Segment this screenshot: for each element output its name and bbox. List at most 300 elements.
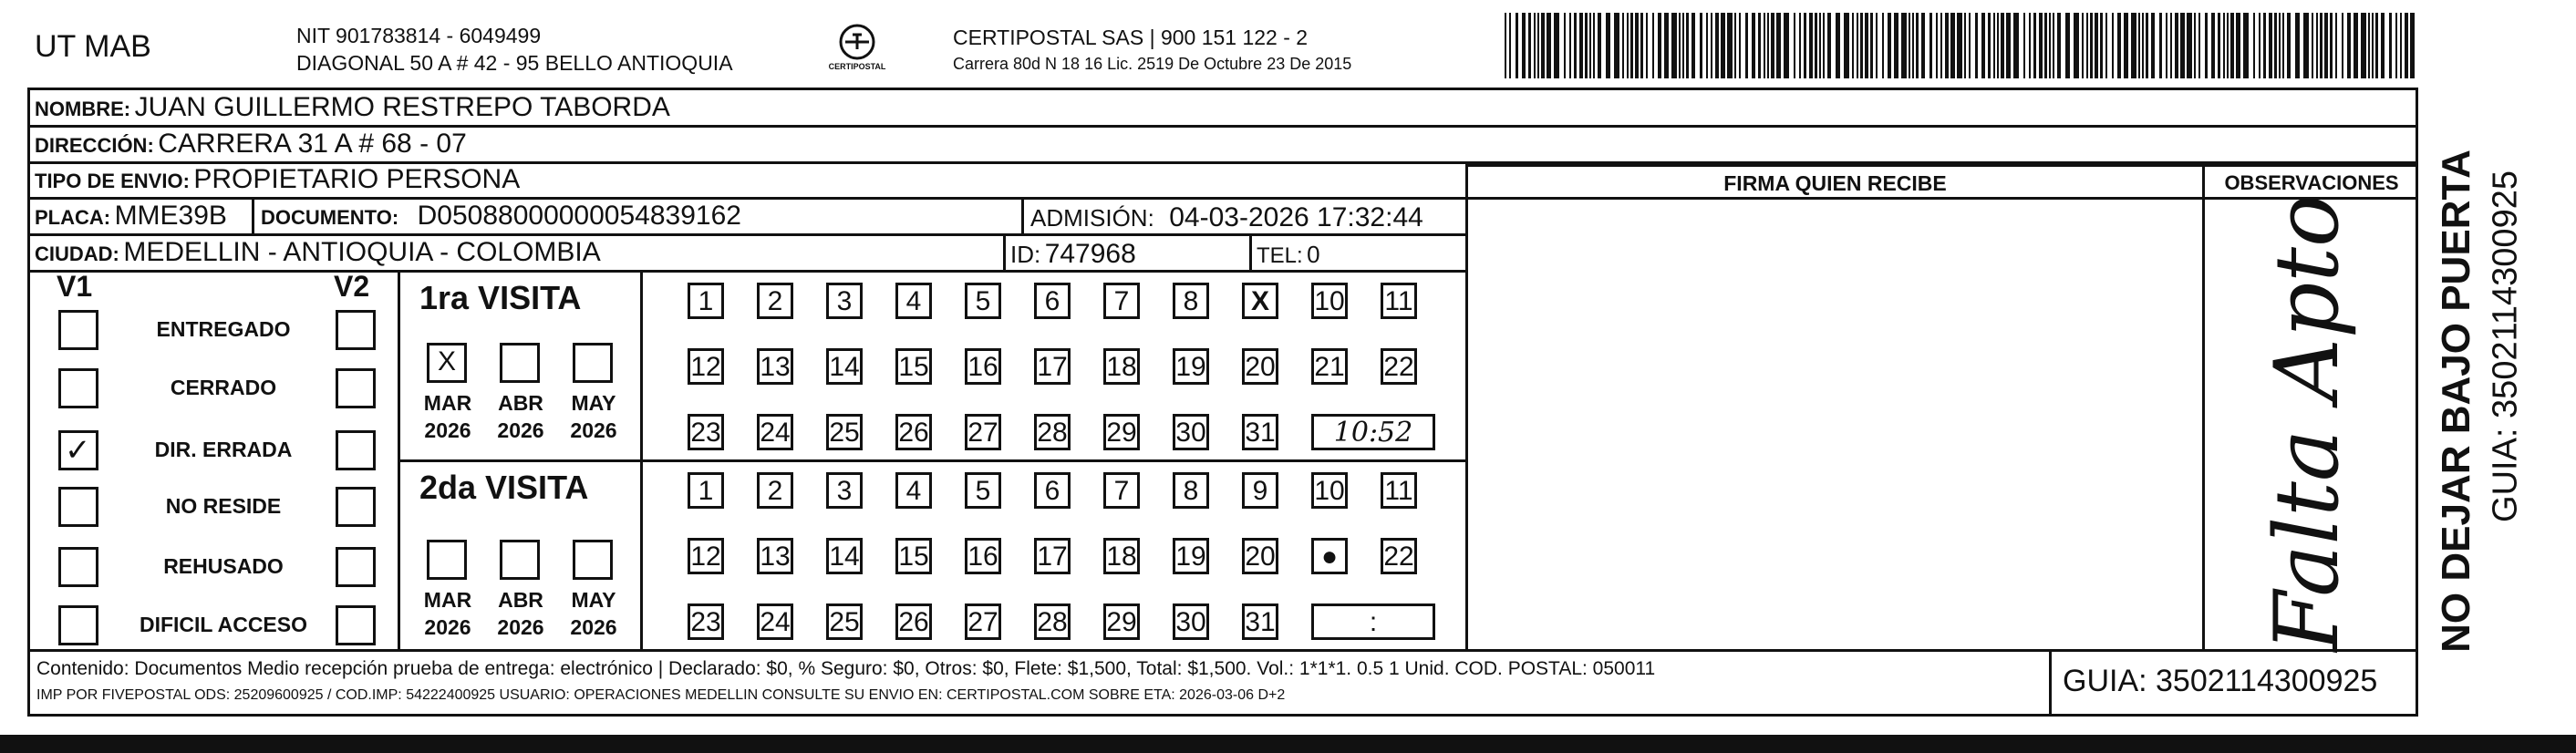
signature-label: FIRMA QUIEN RECIBE [1723,171,1947,195]
barcode-bar [2236,13,2240,78]
barcode-bar [2259,13,2260,78]
barcode-bar [2166,13,2167,78]
barcode-bar [2100,13,2103,78]
day-box: 5 [965,472,1001,509]
side-guia: GUIA: 3502114300925 [2486,170,2525,522]
barcode-bar [1975,13,1978,78]
barcode-bar [1945,13,1949,78]
barcode-bar [1969,13,1971,78]
day-box: 7 [1103,283,1140,319]
barcode-bar [1764,13,1765,78]
name-label: NOMBRE: [35,98,131,120]
barcode-bar [1916,13,1919,78]
status-v1-checkbox [58,430,98,470]
barcode-bar [2312,13,2313,78]
barcode-bar [1554,13,1559,78]
day-box: 6 [1034,472,1071,509]
barcode-bar [2230,13,2234,78]
day-box: 4 [895,472,932,509]
name-value: JUAN GUILLERMO RESTREPO TABORDA [134,92,670,122]
barcode-bar [1700,13,1702,78]
day-box: 10 [1311,283,1348,319]
day-box: 12 [688,538,724,574]
barcode-bar [1727,13,1733,78]
barcode-bar [1686,13,1689,78]
day-box: 24 [757,414,793,450]
day-box: 6 [1034,283,1071,319]
month-label: ABR [498,391,543,415]
day-box: 23 [688,414,724,450]
barcode-bar [2223,13,2225,78]
barcode-bar [2095,13,2098,78]
barcode-bar [1734,13,1736,78]
id-field [1010,239,1136,270]
barcode-bar [2090,13,2093,78]
barcode-bar [2395,13,2397,78]
company-name: UT MAB [35,29,151,64]
month-checkbox [573,343,613,383]
barcode-bar [2263,13,2266,78]
barcode-bar [1921,13,1925,78]
barcode-bar [1691,13,1695,78]
barcode-bar [2405,13,2408,78]
document-field [261,201,741,232]
visit1-title: 1ra VISITA [419,279,582,316]
barcode-bar [1758,13,1761,78]
barcode-bar [1929,13,1932,78]
day-box: 25 [826,414,863,450]
barcode-bar [1894,13,1898,78]
barcode-bar [2274,13,2277,78]
barcode-bar [2029,13,2031,78]
barcode-bar [1997,13,1999,78]
type-label: TIPO DE ENVIO: [35,170,190,192]
day-box: 11 [1381,472,1417,509]
day-box: 26 [895,603,932,640]
barcode-bar [2211,13,2215,78]
day-box: 18 [1103,348,1140,385]
city-field [35,237,601,268]
barcode-bar [2400,13,2402,78]
barcode-bar [1715,13,1719,78]
barcode-bar [1827,13,1831,78]
barcode-bar [2074,13,2079,78]
month-label: MAY [571,588,616,612]
day-box: 29 [1103,603,1140,640]
tel-label: TEL: [1257,243,1303,268]
barcode-bar [1574,13,1577,78]
bottom-band [0,735,2576,753]
day-box: 22 [1381,348,1417,385]
barcode-bar [1622,13,1624,78]
barcode-bar [2253,13,2255,78]
day-box: 8 [1173,283,1209,319]
barcode-bar [2013,13,2019,78]
barcode-bar [1679,13,1681,78]
barcode-bar [1752,13,1755,78]
day-filled-dot: ● [1320,542,1339,572]
barcode-bar [2049,13,2051,78]
day-box: 15 [895,538,932,574]
barcode-bar [2361,13,2366,78]
barcode-bar [1640,13,1643,78]
barcode-bar [2279,13,2281,78]
status-v2-checkbox [336,430,376,470]
admission-field [1030,202,1423,233]
address-value: CARRERA 31 A # 68 - 07 [158,129,467,159]
barcode-bar [2330,13,2333,78]
status-v2-checkbox [336,605,376,645]
day-box: 22 [1381,538,1417,574]
barcode-bar [2170,13,2172,78]
address-field [35,129,467,160]
barcode-bar [1652,13,1654,78]
admission-value: 04-03-2026 17:32:44 [1169,202,1423,232]
tel-value: 0 [1307,241,1320,268]
barcode-bar [1579,13,1583,78]
barcode-bar [1940,13,1942,78]
status-v1-checkbox [58,487,98,527]
barcode-bar [1767,13,1769,78]
id-label: ID: [1010,241,1041,268]
city-label: CIUDAD: [35,242,119,265]
type-value: PROPIETARIO PERSONA [193,164,521,194]
barcode-bar [2053,13,2054,78]
barcode-bar [2303,13,2309,78]
barcode-bar [2006,13,2011,78]
barcode-bar [2086,13,2088,78]
barcode-bar [2151,13,2155,78]
month-year: 2026 [570,615,617,639]
barcode-bar [1936,13,1938,78]
day-mark: X [1250,286,1269,316]
barcode-bar [1627,13,1629,78]
barcode-bar [1593,13,1595,78]
time-box: : [1311,603,1435,640]
barcode-bar [2295,13,2300,78]
month-checkbox [427,540,467,580]
barcode-bar [1516,13,1518,78]
barcode-bar [2044,13,2047,78]
address-label: DIRECCIÓN: [35,134,154,157]
barcode-bars [1505,13,2416,78]
barcode-bar [1844,13,1849,78]
day-box: 7 [1103,472,1140,509]
barcode-bar [1585,13,1588,78]
month-year: 2026 [424,418,471,442]
barcode-bar [1988,13,1991,78]
barcode-bar [2324,13,2328,78]
day-box: 16 [965,348,1001,385]
day-box: 20 [1242,538,1278,574]
day-box: 21 [1311,348,1348,385]
day-box: 8 [1173,472,1209,509]
barcode-bar [2205,13,2208,78]
day-box [1242,283,1278,319]
day-box: 1 [688,283,724,319]
day-box: 27 [965,603,1001,640]
day-box: 14 [826,348,863,385]
carrier-license: Carrera 80d N 18 16 Lic. 2519 De Octubre 23 De 2015 [953,55,1352,73]
day-box: 5 [965,283,1001,319]
barcode-bar [2124,13,2128,78]
day-box: 25 [826,603,863,640]
barcode-bar [1682,13,1684,78]
plate-field [35,201,227,232]
barcode-bar [1794,13,1795,78]
barcode-bar [2112,13,2114,78]
barcode-bar [1981,13,1985,78]
tel-field [1257,241,1320,269]
day-box: 3 [826,283,863,319]
barcode-bar [1901,13,1907,78]
barcode-bar [1993,13,1995,78]
observations-label: OBSERVACIONES [2224,171,2399,194]
day-box: 31 [1242,414,1278,450]
day-box: 20 [1242,348,1278,385]
month-checkbox: X [427,343,467,383]
status-label: ENTREGADO [156,317,291,341]
barcode-bar [1870,13,1873,78]
barcode-bar [2057,13,2061,78]
barcode-bar [2180,13,2185,78]
month-label: ABR [498,588,543,612]
month-year: 2026 [570,418,617,442]
day-box: 30 [1173,603,1209,640]
barcode-bar [1614,13,1619,78]
status-label: CERRADO [170,376,277,399]
barcode-bar [2198,13,2200,78]
day-box: 17 [1034,348,1071,385]
v2-header: V2 [334,270,370,303]
footer-guia: GUIA: 3502114300925 [2063,664,2378,698]
barcode-bar [2131,13,2136,78]
carrier-name: CERTIPOSTAL SAS | 900 151 122 - 2 [953,26,1309,49]
day-box [1311,538,1348,574]
name-field [35,92,670,123]
barcode-bar [1528,13,1531,78]
barcode-bar [2368,13,2370,78]
barcode [1505,13,2416,78]
barcode-bar [2001,13,2004,78]
barcode-bar [2065,13,2070,78]
day-box: 12 [688,348,724,385]
day-box: 11 [1381,283,1417,319]
side-title: NO DEJAR BAJO PUERTA [2434,150,2478,653]
day-box: 26 [895,414,932,450]
day-box: 15 [895,348,932,385]
barcode-bar [1564,13,1566,78]
status-label: NO RESIDE [165,494,282,518]
barcode-bar [1745,13,1748,78]
barcode-bar [1815,13,1817,78]
observations-handwriting: Falta Apto [2256,194,2358,652]
barcode-bar [2410,13,2415,78]
month-year: 2026 [424,615,471,639]
barcode-bar [1888,13,1891,78]
type-field [35,164,520,195]
barcode-bar [2227,13,2229,78]
barcode-bar [1537,13,1539,78]
barcode-bar [1541,13,1545,78]
barcode-bar [1658,13,1661,78]
day-box: 23 [688,603,724,640]
barcode-bar [2105,13,2107,78]
document-label: DOCUMENTO: [261,206,399,229]
day-box: 17 [1034,538,1071,574]
status-v1-checkbox [58,368,98,408]
barcode-bar [1771,13,1774,78]
barcode-bar [2023,13,2025,78]
status-v2-checkbox [336,368,376,408]
status-v2-checkbox [336,310,376,350]
day-box: 28 [1034,414,1071,450]
day-box: 2 [757,283,793,319]
day-box: 10 [1311,472,1348,509]
barcode-bar [2243,13,2249,78]
day-box: 1 [688,472,724,509]
barcode-bar [1635,13,1639,78]
day-box: 3 [826,472,863,509]
barcode-bar [2142,13,2144,78]
barcode-bar [2269,13,2272,78]
month-year: 2026 [497,418,544,442]
city-value: MEDELLIN - ANTIOQUIA - COLOMBIA [123,237,601,267]
barcode-bar [1784,13,1789,78]
company-nit: NIT 901783814 - 6049499 [296,24,542,47]
status-label: DIFICIL ACCESO [139,613,307,636]
barcode-bar [1957,13,1962,78]
barcode-bar [1865,13,1868,78]
barcode-bar [2316,13,2318,78]
day-box: 30 [1173,414,1209,450]
barcode-bar [2335,13,2337,78]
barcode-bar [2175,13,2178,78]
month-label: MAR [423,588,472,612]
barcode-bar [1776,13,1781,78]
barcode-bar [1598,13,1601,78]
barcode-bar [1964,13,1966,78]
day-box: 24 [757,603,793,640]
barcode-bar [1912,13,1914,78]
barcode-bar [1606,13,1610,78]
day-box: 18 [1103,538,1140,574]
barcode-bar [2159,13,2162,78]
barcode-bar [1706,13,1708,78]
barcode-bar [1711,13,1712,78]
barcode-bar [2287,13,2291,78]
id-value: 747968 [1044,239,1136,269]
barcode-bar [2320,13,2323,78]
barcode-bar [2342,13,2343,78]
day-box: 31 [1242,603,1278,640]
day-box: 16 [965,538,1001,574]
month-label: MAY [571,391,616,415]
month-checkbox [500,540,540,580]
barcode-bar [1509,13,1511,78]
day-box: 13 [757,538,793,574]
footer-content: Contenido: Documentos Medio recepción prueba de entrega: electrónico | Declarado: $0, % Seguro: $0, Otros: $0, Flete: $1,500, Total: $1,500. Vol.: 1*1*1. 0.5 1 Unid. COD. POSTAL: 050011 [36,658,1656,679]
barcode-bar [1804,13,1806,78]
logo-text: CERTIPOSTAL [828,62,886,71]
barcode-bar [2282,13,2284,78]
day-box: 29 [1103,414,1140,450]
barcode-bar [1534,13,1536,78]
barcode-bar [1547,13,1551,78]
v1-header: V1 [57,270,93,303]
time-box: 10:52 [1311,414,1435,450]
barcode-bar [2039,13,2043,78]
barcode-bar [1860,13,1863,78]
status-label: DIR. ERRADA [154,438,293,461]
barcode-bar [1739,13,1741,78]
barcode-bar [2389,13,2392,78]
barcode-bar [1876,13,1878,78]
day-box: 4 [895,283,932,319]
status-v1-mark: ✓ [65,433,91,468]
barcode-bar [1852,13,1854,78]
barcode-bar [2375,13,2378,78]
barcode-bar [1664,13,1669,78]
visit2-title: 2da VISITA [419,469,589,506]
document-value: D05088000000054839162 [417,201,741,231]
barcode-bar [1882,13,1884,78]
barcode-bar [2347,13,2351,78]
barcode-bar [1522,13,1526,78]
barcode-bar [2082,13,2084,78]
barcode-bar [1646,13,1648,78]
barcode-bar [2117,13,2121,78]
day-box: 27 [965,414,1001,450]
barcode-bar [2354,13,2358,78]
barcode-bar [1809,13,1813,78]
barcode-bar [1836,13,1840,78]
barcode-bar [1589,13,1591,78]
status-v1-checkbox [58,310,98,350]
day-box: 28 [1034,603,1071,640]
day-box: 9 [1242,472,1278,509]
barcode-bar [2146,13,2148,78]
barcode-bar [2187,13,2192,78]
barcode-bar [2218,13,2220,78]
status-v2-checkbox [336,547,376,587]
barcode-bar [1569,13,1571,78]
day-box: 2 [757,472,793,509]
status-label: REHUSADO [163,554,284,578]
barcode-bar [1857,13,1858,78]
month-label: MAR [423,391,472,415]
barcode-bar [1909,13,1910,78]
barcode-bar [2372,13,2374,78]
status-v1-checkbox [58,547,98,587]
barcode-bar [1505,13,1506,78]
company-address: DIAGONAL 50 A # 42 - 95 BELLO ANTIOQUIA [296,51,733,75]
day-box: 14 [826,538,863,574]
barcode-bar [2381,13,2385,78]
admission-label: ADMISIÓN: [1030,204,1154,232]
barcode-bar [1950,13,1955,78]
month-checkbox [500,343,540,383]
day-box: 19 [1173,538,1209,574]
barcode-bar [1819,13,1821,78]
plate-value: MME39B [114,201,227,231]
barcode-bar [1630,13,1633,78]
barcode-bar [1721,13,1725,78]
status-v2-checkbox [336,487,376,527]
plate-label: PLACA: [35,206,111,229]
barcode-bar [1823,13,1825,78]
day-box: 13 [757,348,793,385]
